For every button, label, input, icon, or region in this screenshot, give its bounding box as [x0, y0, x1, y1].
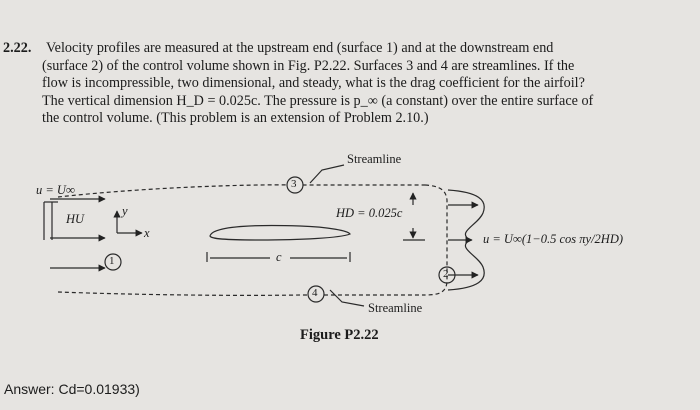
problem-line-4: The vertical dimension H_D = 0.025c. The pressure is p_∞ (a constant) over the entire surface of: [42, 92, 594, 109]
problem-line-5: the control volume. (This problem is an extension of Problem 2.10.): [42, 110, 429, 126]
outflow-formula: u = U∞(1−0.5 cos πy/2HD): [483, 232, 624, 246]
streamline-bottom-label: Streamline: [368, 301, 423, 315]
hu-label: HU: [66, 212, 85, 226]
answer-text: Answer: Cd=0.01933): [4, 381, 140, 397]
problem-line-3: flow is incompressible, two dimensional, and steady, what is the drag coefficient for the airfoil?: [42, 75, 585, 91]
inflow-velocity-label: u = U∞: [36, 183, 75, 197]
surface-3-label: 3: [291, 178, 297, 190]
problem-line-1: Velocity profiles are measured at the upstream end (surface 1) and at the downstream end: [46, 40, 554, 56]
top-streamline-boundary: [58, 185, 425, 197]
airfoil: [210, 225, 350, 240]
bottom-streamline-boundary: [58, 292, 425, 295]
problem-number: 2.22.: [3, 40, 32, 56]
x-axis-label: x: [144, 226, 150, 240]
surface-2-label: 2: [443, 268, 449, 280]
hd-label: HD = 0.025c: [336, 206, 403, 220]
surface-4-label: 4: [312, 287, 318, 299]
figure-caption: Figure P2.22: [300, 327, 379, 343]
streamline-top-label: Streamline: [347, 152, 402, 166]
chord-label: c: [276, 250, 282, 264]
problem-line-2: (surface 2) of the control volume shown in Fig. P2.22. Surfaces 3 and 4 are streamlines. If the: [42, 57, 575, 74]
surface-1-label: 1: [109, 255, 115, 267]
y-axis-label: y: [122, 204, 128, 218]
